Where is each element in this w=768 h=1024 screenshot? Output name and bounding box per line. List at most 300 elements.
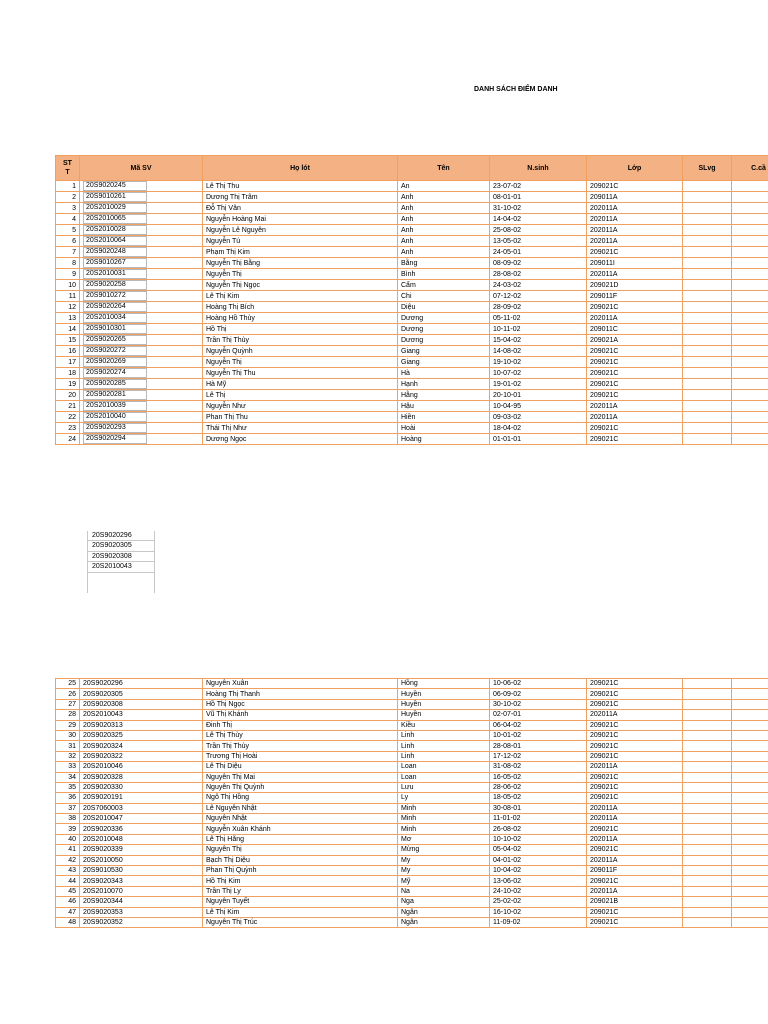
table-row bbox=[56, 814, 768, 824]
cell-lop: 209011F bbox=[587, 866, 683, 876]
cell-slvg bbox=[683, 181, 732, 192]
cell-ten: Ly bbox=[398, 793, 490, 803]
cell-ma-sv bbox=[80, 313, 203, 324]
student-id-input[interactable]: 20S2010039 bbox=[83, 401, 147, 411]
student-id-input[interactable]: 20S9020265 bbox=[83, 335, 147, 345]
cell-stt: 1 bbox=[56, 181, 80, 192]
cell-ma-sv: 20S9020328 bbox=[80, 772, 203, 782]
cell-nsinh: 26-08-02 bbox=[490, 824, 587, 834]
cell-ten: Minh bbox=[398, 803, 490, 813]
cell-cc bbox=[732, 866, 768, 876]
cell-cc bbox=[732, 793, 768, 803]
table-row bbox=[56, 423, 768, 434]
cell-ten: Mơ bbox=[398, 834, 490, 844]
cell-cc bbox=[732, 368, 768, 379]
cell-stt: 33 bbox=[56, 762, 80, 772]
cell-ma-sv bbox=[80, 280, 203, 291]
cell-ten: Anh bbox=[398, 214, 490, 225]
cell-lop: 209021A bbox=[587, 335, 683, 346]
cell-lop: 202011A bbox=[587, 834, 683, 844]
cell-stt: 17 bbox=[56, 357, 80, 368]
cell-ho-lot: Phạm Thị Kim bbox=[203, 247, 398, 258]
student-id-input[interactable]: 20S2010029 bbox=[83, 203, 147, 213]
cell-lop: 202011A bbox=[587, 214, 683, 225]
table-row bbox=[56, 390, 768, 401]
cell-stt: 32 bbox=[56, 751, 80, 761]
cell-nsinh: 10-10-02 bbox=[490, 834, 587, 844]
table-row bbox=[56, 247, 768, 258]
cell-stt: 40 bbox=[56, 834, 80, 844]
cell-nsinh: 06-04-02 bbox=[490, 720, 587, 730]
cell-lop: 209021C bbox=[587, 845, 683, 855]
cell-cc bbox=[732, 730, 768, 740]
cell-cc bbox=[732, 423, 768, 434]
cell-cc bbox=[732, 280, 768, 291]
cell-stt: 9 bbox=[56, 269, 80, 280]
cell-nsinh: 28-06-02 bbox=[490, 782, 587, 792]
cell-stt: 29 bbox=[56, 720, 80, 730]
cell-cc bbox=[732, 181, 768, 192]
cell-ten: Nga bbox=[398, 897, 490, 907]
student-id-input[interactable]: 20S2010031 bbox=[83, 269, 147, 279]
cell-ten: Anh bbox=[398, 247, 490, 258]
cell-nsinh: 06-09-02 bbox=[490, 689, 587, 699]
cell-slvg bbox=[683, 291, 732, 302]
cell-nsinh: 30-10-02 bbox=[490, 699, 587, 709]
cell-ma-sv bbox=[80, 236, 203, 247]
cell-slvg bbox=[683, 434, 732, 445]
student-id-input[interactable]: 20S9020281 bbox=[83, 390, 147, 400]
student-id-input[interactable]: 20S2010028 bbox=[83, 225, 147, 235]
table-row bbox=[56, 357, 768, 368]
cell-lop: 209021C bbox=[587, 720, 683, 730]
cell-lop: 209021C bbox=[587, 917, 683, 927]
cell-ho-lot: Trần Thị Ly bbox=[203, 886, 398, 896]
table-row bbox=[56, 302, 768, 313]
table-row bbox=[56, 824, 768, 834]
cell-nsinh: 09-03-02 bbox=[490, 412, 587, 423]
cell-ma-sv: 20S9020296 bbox=[80, 679, 203, 689]
cell-nsinh: 20-10-01 bbox=[490, 390, 587, 401]
cell-ma-sv bbox=[80, 390, 203, 401]
cell-stt: 47 bbox=[56, 907, 80, 917]
student-id-input[interactable]: 20S9020264 bbox=[83, 302, 147, 312]
cell-slvg bbox=[683, 699, 732, 709]
dropdown-option[interactable]: 20S9020296 bbox=[88, 531, 154, 541]
cell-stt: 31 bbox=[56, 741, 80, 751]
cell-slvg bbox=[683, 751, 732, 761]
cell-lop: 202011A bbox=[587, 855, 683, 865]
table-row bbox=[56, 258, 768, 269]
cell-stt: 46 bbox=[56, 897, 80, 907]
cell-stt: 2 bbox=[56, 192, 80, 203]
cell-ho-lot: Nguyễn Quỳnh bbox=[203, 346, 398, 357]
cell-nsinh: 04-01-02 bbox=[490, 855, 587, 865]
cell-ho-lot: Ngô Thị Hồng bbox=[203, 793, 398, 803]
cell-stt: 19 bbox=[56, 379, 80, 390]
cell-slvg bbox=[683, 710, 732, 720]
table-row bbox=[56, 203, 768, 214]
cell-nsinh: 31-08-02 bbox=[490, 762, 587, 772]
cell-lop: 209021C bbox=[587, 772, 683, 782]
cell-ma-sv: 20S9020339 bbox=[80, 845, 203, 855]
cell-ho-lot: Phan Thị Quỳnh bbox=[203, 866, 398, 876]
table-row bbox=[56, 782, 768, 792]
cell-cc bbox=[732, 834, 768, 844]
cell-ho-lot: Lê Nguyễn Nhật bbox=[203, 803, 398, 813]
cell-ten: Anh bbox=[398, 225, 490, 236]
attendance-table-page-1 bbox=[55, 155, 768, 445]
table-row bbox=[56, 897, 768, 907]
cell-ma-sv bbox=[80, 214, 203, 225]
student-id-input[interactable]: 20S9010301 bbox=[83, 324, 147, 334]
cell-stt: 8 bbox=[56, 258, 80, 269]
cell-cc bbox=[732, 225, 768, 236]
table-row bbox=[56, 793, 768, 803]
cell-ho-lot: Lê Thị Hằng bbox=[203, 834, 398, 844]
cell-ten: Mỹ bbox=[398, 876, 490, 886]
cell-lop: 209021C bbox=[587, 346, 683, 357]
cell-ho-lot: Lê Thị Thùy bbox=[203, 730, 398, 740]
cell-stt: 5 bbox=[56, 225, 80, 236]
table-row bbox=[56, 181, 768, 192]
student-id-input[interactable]: 20S2010034 bbox=[83, 313, 147, 323]
cell-ho-lot: Lê Thị Diệu bbox=[203, 762, 398, 772]
cell-ma-sv bbox=[80, 357, 203, 368]
header-stt: ST T bbox=[56, 156, 80, 181]
cell-slvg bbox=[683, 679, 732, 689]
cell-ho-lot: Trần Thị Thùy bbox=[203, 741, 398, 751]
cell-slvg bbox=[683, 258, 732, 269]
cell-stt: 45 bbox=[56, 886, 80, 896]
cell-nsinh: 13-06-02 bbox=[490, 876, 587, 886]
student-id-input[interactable]: 20S9020258 bbox=[83, 280, 147, 290]
table-row bbox=[56, 720, 768, 730]
cell-cc bbox=[732, 679, 768, 689]
cell-slvg bbox=[683, 834, 732, 844]
cell-nsinh: 10-01-02 bbox=[490, 730, 587, 740]
cell-ho-lot: Nguyễn Thị Bằng bbox=[203, 258, 398, 269]
cell-lop: 202011A bbox=[587, 225, 683, 236]
cell-nsinh: 14-04-02 bbox=[490, 214, 587, 225]
cell-nsinh: 08-09-02 bbox=[490, 258, 587, 269]
cell-ho-lot: Nguyễn Tú bbox=[203, 236, 398, 247]
student-id-input[interactable]: 20S9020272 bbox=[83, 346, 147, 356]
attendance-table-page-2 bbox=[55, 678, 768, 928]
cell-nsinh: 11-01-02 bbox=[490, 814, 587, 824]
cell-nsinh: 11-09-02 bbox=[490, 917, 587, 927]
cell-lop: 209021C bbox=[587, 751, 683, 761]
cell-slvg bbox=[683, 423, 732, 434]
header-nsinh: N.sinh bbox=[490, 156, 587, 181]
table-row bbox=[56, 710, 768, 720]
cell-stt: 27 bbox=[56, 699, 80, 709]
cell-ma-sv bbox=[80, 181, 203, 192]
cell-cc bbox=[732, 710, 768, 720]
cell-lop: 209021B bbox=[587, 897, 683, 907]
student-id-input[interactable]: 20S9020269 bbox=[83, 357, 147, 367]
cell-ho-lot: Dương Thị Trâm bbox=[203, 192, 398, 203]
cell-slvg bbox=[683, 824, 732, 834]
cell-cc bbox=[732, 782, 768, 792]
cell-lop: 202011A bbox=[587, 401, 683, 412]
cell-lop: 202011A bbox=[587, 269, 683, 280]
table-row bbox=[56, 845, 768, 855]
cell-slvg bbox=[683, 866, 732, 876]
cell-nsinh: 15-04-02 bbox=[490, 335, 587, 346]
cell-nsinh: 05-04-02 bbox=[490, 845, 587, 855]
cell-ten: Chi bbox=[398, 291, 490, 302]
cell-ten: My bbox=[398, 855, 490, 865]
cell-ho-lot: Trương Thị Hoài bbox=[203, 751, 398, 761]
student-id-input[interactable]: 20S2010065 bbox=[83, 214, 147, 224]
student-id-input[interactable]: 20S2010064 bbox=[83, 236, 147, 246]
cell-nsinh: 16-05-02 bbox=[490, 772, 587, 782]
cell-slvg bbox=[683, 203, 732, 214]
cell-ma-sv bbox=[80, 291, 203, 302]
cell-nsinh: 10-07-02 bbox=[490, 368, 587, 379]
cell-ma-sv bbox=[80, 346, 203, 357]
cell-cc bbox=[732, 886, 768, 896]
cell-nsinh: 25-08-02 bbox=[490, 225, 587, 236]
dropdown-option[interactable]: 20S9020308 bbox=[88, 552, 154, 562]
cell-ten: Anh bbox=[398, 236, 490, 247]
cell-lop: 209011A bbox=[587, 192, 683, 203]
cell-lop: 209021C bbox=[587, 699, 683, 709]
cell-ho-lot: Hồ Thị Ngọc bbox=[203, 699, 398, 709]
cell-stt: 43 bbox=[56, 866, 80, 876]
cell-lop: 202011A bbox=[587, 313, 683, 324]
header-ho-lot: Họ lót bbox=[203, 156, 398, 181]
cell-nsinh: 31-10-02 bbox=[490, 203, 587, 214]
cell-nsinh: 25-02-02 bbox=[490, 897, 587, 907]
cell-ho-lot: Lê Thị bbox=[203, 390, 398, 401]
cell-ma-sv: 20S2010050 bbox=[80, 855, 203, 865]
table-row bbox=[56, 751, 768, 761]
cell-ma-sv: 20S9020305 bbox=[80, 689, 203, 699]
cell-ten: Hậu bbox=[398, 401, 490, 412]
cell-ten: Hạnh bbox=[398, 379, 490, 390]
cell-nsinh: 24-10-02 bbox=[490, 886, 587, 896]
dropdown-option[interactable]: 20S9020305 bbox=[88, 541, 154, 551]
cell-nsinh: 28-08-01 bbox=[490, 741, 587, 751]
cell-ten: Huyền bbox=[398, 689, 490, 699]
cell-ma-sv bbox=[80, 225, 203, 236]
cell-cc bbox=[732, 434, 768, 445]
cell-cc bbox=[732, 324, 768, 335]
table-row bbox=[56, 269, 768, 280]
cell-stt: 42 bbox=[56, 855, 80, 865]
cell-ten: Ngân bbox=[398, 907, 490, 917]
cell-nsinh: 19-01-02 bbox=[490, 379, 587, 390]
cell-ma-sv bbox=[80, 434, 203, 445]
student-id-input[interactable]: 20S9010261 bbox=[83, 192, 147, 202]
cell-ten: My bbox=[398, 866, 490, 876]
cell-ho-lot: Bạch Thị Diệu bbox=[203, 855, 398, 865]
cell-ma-sv: 20S2010046 bbox=[80, 762, 203, 772]
cell-ho-lot: Trần Thị Thùy bbox=[203, 335, 398, 346]
cell-ma-sv: 20S9020336 bbox=[80, 824, 203, 834]
cell-lop: 209021D bbox=[587, 280, 683, 291]
cell-stt: 4 bbox=[56, 214, 80, 225]
cell-nsinh: 10-06-02 bbox=[490, 679, 587, 689]
cell-slvg bbox=[683, 897, 732, 907]
cell-ma-sv: 20S9020353 bbox=[80, 907, 203, 917]
cell-ho-lot: Nguyễn Xuân bbox=[203, 679, 398, 689]
cell-cc bbox=[732, 741, 768, 751]
student-id-input[interactable]: 20S9020294 bbox=[83, 434, 147, 444]
student-id-input[interactable]: 20S9010267 bbox=[83, 258, 147, 268]
cell-ten: Hằng bbox=[398, 390, 490, 401]
cell-lop: 202011A bbox=[587, 762, 683, 772]
table-row bbox=[56, 876, 768, 886]
cell-slvg bbox=[683, 236, 732, 247]
table-row bbox=[56, 834, 768, 844]
cell-ho-lot: Nguyễn Xuân Khánh bbox=[203, 824, 398, 834]
cell-slvg bbox=[683, 357, 732, 368]
cell-slvg bbox=[683, 814, 732, 824]
cell-slvg bbox=[683, 192, 732, 203]
table-row bbox=[56, 225, 768, 236]
cell-ten: Anh bbox=[398, 192, 490, 203]
cell-stt: 37 bbox=[56, 803, 80, 813]
cell-ten: Minh bbox=[398, 824, 490, 834]
student-id-input[interactable]: 20S9020293 bbox=[83, 423, 147, 433]
cell-slvg bbox=[683, 689, 732, 699]
cell-ho-lot: Nguyễn Thị Quỳnh bbox=[203, 782, 398, 792]
cell-lop: 209021C bbox=[587, 876, 683, 886]
header-slvg: SLvg bbox=[683, 156, 732, 181]
cell-cc bbox=[732, 379, 768, 390]
cell-cc bbox=[732, 814, 768, 824]
cell-cc bbox=[732, 876, 768, 886]
cell-slvg bbox=[683, 720, 732, 730]
cell-lop: 209021C bbox=[587, 423, 683, 434]
cell-ten: Giang bbox=[398, 346, 490, 357]
cell-stt: 14 bbox=[56, 324, 80, 335]
cell-nsinh: 05-11-02 bbox=[490, 313, 587, 324]
cell-ho-lot: Nguyễn Thị bbox=[203, 269, 398, 280]
cell-ma-sv: 20S9020344 bbox=[80, 897, 203, 907]
table-row bbox=[56, 866, 768, 876]
cell-nsinh: 10-04-95 bbox=[490, 401, 587, 412]
table-row bbox=[56, 236, 768, 247]
cell-slvg bbox=[683, 782, 732, 792]
cell-ma-sv: 20S9020324 bbox=[80, 741, 203, 751]
cell-ten: Ngân bbox=[398, 917, 490, 927]
student-id-input[interactable]: 20S9010272 bbox=[83, 291, 147, 301]
cell-cc bbox=[732, 214, 768, 225]
cell-ma-sv: 20S9020308 bbox=[80, 699, 203, 709]
cell-ma-sv: 20S9020313 bbox=[80, 720, 203, 730]
cell-lop: 202011A bbox=[587, 886, 683, 896]
cell-ho-lot: Hà Mỹ bbox=[203, 379, 398, 390]
cell-stt: 3 bbox=[56, 203, 80, 214]
cell-cc bbox=[732, 390, 768, 401]
cell-slvg bbox=[683, 313, 732, 324]
cell-ma-sv: 20S9020325 bbox=[80, 730, 203, 740]
cell-ma-sv bbox=[80, 368, 203, 379]
cell-slvg bbox=[683, 247, 732, 258]
cell-ma-sv bbox=[80, 269, 203, 280]
cell-ho-lot: Hồ Thị Kim bbox=[203, 876, 398, 886]
table-row bbox=[56, 803, 768, 813]
student-id-input[interactable]: 20S9020274 bbox=[83, 368, 147, 378]
student-id-input[interactable]: 20S2010040 bbox=[83, 412, 147, 422]
cell-lop: 209021C bbox=[587, 907, 683, 917]
cell-slvg bbox=[683, 368, 732, 379]
cell-stt: 38 bbox=[56, 814, 80, 824]
cell-cc bbox=[732, 302, 768, 313]
cell-nsinh: 01-01-01 bbox=[490, 434, 587, 445]
cell-stt: 22 bbox=[56, 412, 80, 423]
cell-ho-lot: Nguyễn Thị bbox=[203, 357, 398, 368]
cell-cc bbox=[732, 824, 768, 834]
cell-slvg bbox=[683, 412, 732, 423]
cell-lop: 209021C bbox=[587, 679, 683, 689]
cell-ho-lot: Lê Thị Kim bbox=[203, 907, 398, 917]
cell-ma-sv: 20S9020352 bbox=[80, 917, 203, 927]
cell-ma-sv: 20S9010530 bbox=[80, 866, 203, 876]
student-id-input[interactable]: 20S9020245 bbox=[83, 181, 147, 191]
cell-ho-lot: Thái Thị Như bbox=[203, 423, 398, 434]
cell-stt: 41 bbox=[56, 845, 80, 855]
cell-stt: 11 bbox=[56, 291, 80, 302]
cell-nsinh: 18-04-02 bbox=[490, 423, 587, 434]
cell-stt: 13 bbox=[56, 313, 80, 324]
cell-slvg bbox=[683, 845, 732, 855]
cell-ma-sv bbox=[80, 401, 203, 412]
table-row bbox=[56, 280, 768, 291]
cell-ten: Hoài bbox=[398, 423, 490, 434]
cell-stt: 12 bbox=[56, 302, 80, 313]
table-row bbox=[56, 214, 768, 225]
student-id-input[interactable]: 20S9020248 bbox=[83, 247, 147, 257]
cell-stt: 48 bbox=[56, 917, 80, 927]
cell-cc bbox=[732, 357, 768, 368]
cell-ho-lot: Đỗ Thị Vân bbox=[203, 203, 398, 214]
cell-nsinh: 24-03-02 bbox=[490, 280, 587, 291]
student-id-input[interactable]: 20S9020285 bbox=[83, 379, 147, 389]
cell-lop: 202011A bbox=[587, 412, 683, 423]
student-id-dropdown-list[interactable] bbox=[87, 531, 155, 593]
cell-ma-sv bbox=[80, 192, 203, 203]
cell-ma-sv: 20S2010043 bbox=[80, 710, 203, 720]
cell-ten: Mừng bbox=[398, 845, 490, 855]
cell-ten: Diệu bbox=[398, 302, 490, 313]
table-row bbox=[56, 434, 768, 445]
cell-ten: An bbox=[398, 181, 490, 192]
table-row bbox=[56, 368, 768, 379]
cell-nsinh: 07-12-02 bbox=[490, 291, 587, 302]
dropdown-option[interactable]: 20S2010043 bbox=[88, 562, 154, 572]
cell-ten: Lưu bbox=[398, 782, 490, 792]
cell-lop: 202011A bbox=[587, 203, 683, 214]
cell-stt: 23 bbox=[56, 423, 80, 434]
cell-ma-sv: 20S2010048 bbox=[80, 834, 203, 844]
cell-ma-sv: 20S9020343 bbox=[80, 876, 203, 886]
cell-slvg bbox=[683, 280, 732, 291]
cell-nsinh: 10-04-02 bbox=[490, 866, 587, 876]
cell-ho-lot: Nguyễn Thị bbox=[203, 845, 398, 855]
cell-cc bbox=[732, 845, 768, 855]
cell-ho-lot: Nguyễn Nhật bbox=[203, 814, 398, 824]
cell-slvg bbox=[683, 793, 732, 803]
cell-lop: 209021C bbox=[587, 379, 683, 390]
cell-ma-sv bbox=[80, 247, 203, 258]
cell-ho-lot: Nguyễn Thị Mai bbox=[203, 772, 398, 782]
cell-cc bbox=[732, 803, 768, 813]
